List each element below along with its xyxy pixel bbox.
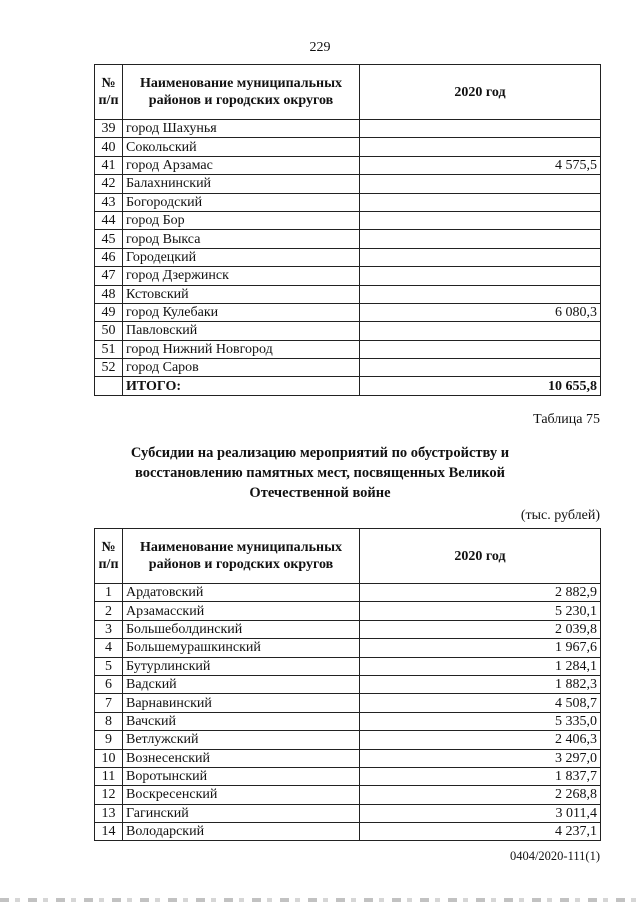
row-number: 11: [95, 767, 123, 785]
row-value: [360, 138, 601, 156]
row-number: 39: [95, 120, 123, 138]
table-row: [95, 156, 601, 174]
header-num: № п/п: [95, 65, 123, 120]
row-value: 2 882,9: [360, 584, 601, 602]
table-row: [95, 602, 601, 620]
table-row: [95, 675, 601, 693]
row-value: 4 237,1: [360, 823, 601, 841]
header-name: Наименование муниципальных районов и городских округов: [123, 65, 360, 120]
row-number: 5: [95, 657, 123, 675]
row-number: 40: [95, 138, 123, 156]
table-row: [95, 248, 601, 266]
row-value: [360, 120, 601, 138]
table-header-row: [95, 65, 601, 120]
total-row: [95, 377, 601, 395]
row-value: [360, 211, 601, 229]
row-name: город Выкса: [123, 230, 360, 248]
document-code: 0404/2020-111(1): [509, 849, 600, 863]
row-number: 4: [95, 639, 123, 657]
row-number: 13: [95, 804, 123, 822]
row-name: Сокольский: [123, 138, 360, 156]
table-header-row: [95, 529, 601, 584]
table-row: [95, 359, 601, 377]
row-number: 52: [95, 359, 123, 377]
row-name: Воротынский: [123, 767, 360, 785]
row-number: 2: [95, 602, 123, 620]
row-value: 2 268,8: [360, 786, 601, 804]
row-value: [360, 267, 601, 285]
table-row: [95, 786, 601, 804]
row-value: [360, 322, 601, 340]
table-subsidies-continued: [94, 64, 601, 396]
row-name: Большеболдинский: [123, 620, 360, 638]
row-value: [360, 340, 601, 358]
row-value: [360, 248, 601, 266]
table-row: [95, 639, 601, 657]
table-row: [95, 267, 601, 285]
row-number: 47: [95, 267, 123, 285]
table-row: [95, 620, 601, 638]
row-value: 4 575,5: [360, 156, 601, 174]
row-number: 41: [95, 156, 123, 174]
table-title: Субсидии на реализацию мероприятий по обустройству и восстановлению памятных мест, посвященных Великой Отечественной войне: [130, 445, 510, 501]
row-name: город Кулебаки: [123, 303, 360, 321]
table-row: [95, 584, 601, 602]
table-caption: Таблица 75: [533, 412, 600, 427]
table-row: [95, 731, 601, 749]
table-row: [95, 175, 601, 193]
table-row: [95, 712, 601, 730]
table-row: [95, 211, 601, 229]
row-name: город Нижний Новгород: [123, 340, 360, 358]
table-row: [95, 285, 601, 303]
row-name: Кстовский: [123, 285, 360, 303]
row-name: город Арзамас: [123, 156, 360, 174]
row-name: Ардатовский: [123, 584, 360, 602]
row-number: 44: [95, 211, 123, 229]
header-year: 2020 год: [360, 65, 601, 120]
row-number: 48: [95, 285, 123, 303]
table-row: [95, 193, 601, 211]
header-name: Наименование муниципальных районов и городских округов: [123, 529, 360, 584]
table-row: [95, 694, 601, 712]
table-row: [95, 340, 601, 358]
table-row: [95, 767, 601, 785]
row-value: 3 297,0: [360, 749, 601, 767]
row-value: [360, 359, 601, 377]
table-row: [95, 657, 601, 675]
row-name: Бутурлинский: [123, 657, 360, 675]
row-name: Богородский: [123, 193, 360, 211]
row-value: 5 230,1: [360, 602, 601, 620]
row-number: 8: [95, 712, 123, 730]
table-row: [95, 138, 601, 156]
total-num-cell: [95, 377, 123, 395]
row-value: 1 967,6: [360, 639, 601, 657]
row-name: город Шахунья: [123, 120, 360, 138]
row-name: Варнавинский: [123, 694, 360, 712]
row-value: 1 284,1: [360, 657, 601, 675]
row-number: 3: [95, 620, 123, 638]
header-year: 2020 год: [360, 529, 601, 584]
row-number: 45: [95, 230, 123, 248]
row-value: [360, 230, 601, 248]
row-value: [360, 193, 601, 211]
row-value: 5 335,0: [360, 712, 601, 730]
row-name: Вадский: [123, 675, 360, 693]
row-name: Вознесенский: [123, 749, 360, 767]
row-number: 43: [95, 193, 123, 211]
row-name: Павловский: [123, 322, 360, 340]
row-name: Воскресенский: [123, 786, 360, 804]
row-value: 4 508,7: [360, 694, 601, 712]
row-number: 1: [95, 584, 123, 602]
row-number: 14: [95, 823, 123, 841]
row-value: [360, 175, 601, 193]
page-number: 229: [309, 40, 331, 55]
row-number: 46: [95, 248, 123, 266]
units-label: (тыс. рублей): [520, 508, 600, 523]
row-name: Володарский: [123, 823, 360, 841]
table-row: [95, 823, 601, 841]
row-value: 3 011,4: [360, 804, 601, 822]
row-value: 2 406,3: [360, 731, 601, 749]
row-number: 51: [95, 340, 123, 358]
row-number: 7: [95, 694, 123, 712]
row-name: Большемурашкинский: [123, 639, 360, 657]
row-name: город Дзержинск: [123, 267, 360, 285]
row-number: 42: [95, 175, 123, 193]
table-memorial-subsidies: [94, 528, 601, 841]
row-value: 1 837,7: [360, 767, 601, 785]
row-number: 49: [95, 303, 123, 321]
table-row: [95, 322, 601, 340]
row-number: 50: [95, 322, 123, 340]
row-number: 12: [95, 786, 123, 804]
table-row: [95, 804, 601, 822]
total-label: ИТОГО:: [123, 377, 360, 395]
row-value: [360, 285, 601, 303]
row-value: 6 080,3: [360, 303, 601, 321]
row-name: Ветлужский: [123, 731, 360, 749]
row-name: Городецкий: [123, 248, 360, 266]
row-number: 10: [95, 749, 123, 767]
row-name: город Бор: [123, 211, 360, 229]
table-row: [95, 749, 601, 767]
header-num: № п/п: [95, 529, 123, 584]
row-name: Балахнинский: [123, 175, 360, 193]
table-row: [95, 120, 601, 138]
row-value: 2 039,8: [360, 620, 601, 638]
row-name: Вачский: [123, 712, 360, 730]
row-value: 1 882,3: [360, 675, 601, 693]
row-name: Арзамасский: [123, 602, 360, 620]
row-name: Гагинский: [123, 804, 360, 822]
total-value: 10 655,8: [360, 377, 601, 395]
table-row: [95, 230, 601, 248]
row-number: 9: [95, 731, 123, 749]
scan-artifact: [0, 898, 640, 902]
table-row: [95, 303, 601, 321]
row-name: город Саров: [123, 359, 360, 377]
row-number: 6: [95, 675, 123, 693]
